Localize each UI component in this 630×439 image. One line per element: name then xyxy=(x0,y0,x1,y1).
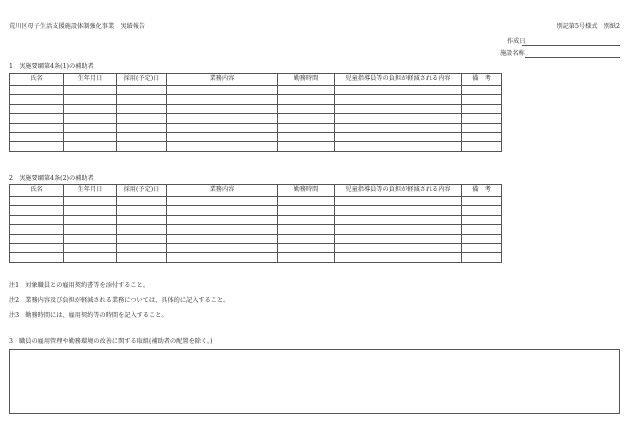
created-date-label: 作成日 xyxy=(507,37,526,45)
table-cell[interactable] xyxy=(335,253,462,262)
table-cell[interactable] xyxy=(167,197,278,206)
table-cell[interactable] xyxy=(167,104,278,113)
table-cell[interactable] xyxy=(167,215,278,224)
table-row xyxy=(10,253,502,262)
table-cell[interactable] xyxy=(64,86,117,95)
note-2: 注2 業務内容及び負担が軽減される業務については、具体的に記入すること。 xyxy=(9,297,230,304)
table-cell[interactable] xyxy=(10,142,64,151)
table-cell[interactable] xyxy=(462,253,502,262)
table-row xyxy=(10,142,502,151)
table-cell[interactable] xyxy=(462,104,502,113)
table-cell[interactable] xyxy=(278,234,335,243)
table-cell[interactable] xyxy=(117,243,167,252)
table-cell[interactable] xyxy=(335,104,462,113)
table-row xyxy=(10,197,502,206)
table-cell[interactable] xyxy=(278,132,335,141)
table-cell[interactable] xyxy=(167,95,278,104)
table-row xyxy=(10,225,502,234)
column-header-work-hours: 勤務時間 xyxy=(278,74,335,86)
table-cell[interactable] xyxy=(335,243,462,252)
table-cell[interactable] xyxy=(117,114,167,123)
note-3: 注3 勤務時間には、雇用契約等の時間を記入すること。 xyxy=(9,312,168,319)
table-cell[interactable] xyxy=(10,123,64,132)
facility-name-field xyxy=(500,49,620,58)
table-cell[interactable] xyxy=(335,215,462,224)
table-cell[interactable] xyxy=(64,123,117,132)
table-row xyxy=(10,104,502,113)
table-cell[interactable] xyxy=(462,243,502,252)
table-cell[interactable] xyxy=(64,114,117,123)
table-row xyxy=(10,243,502,252)
table-cell[interactable] xyxy=(64,234,117,243)
table-cell[interactable] xyxy=(167,234,278,243)
table-cell[interactable] xyxy=(10,104,64,113)
table-cell[interactable] xyxy=(278,95,335,104)
table-cell[interactable] xyxy=(64,132,117,141)
table-cell[interactable] xyxy=(167,206,278,215)
table-cell[interactable] xyxy=(64,206,117,215)
table-row xyxy=(10,86,502,95)
table-row xyxy=(10,132,502,141)
table-cell[interactable] xyxy=(64,243,117,252)
table-cell[interactable] xyxy=(278,86,335,95)
table-cell[interactable] xyxy=(64,215,117,224)
table-cell[interactable] xyxy=(335,206,462,215)
table-cell[interactable] xyxy=(64,142,117,151)
column-header-hire-date: 採用(予定)日 xyxy=(117,185,167,197)
column-header-duties: 業務内容 xyxy=(167,185,278,197)
form-number: 別記第5号様式 別紙2 xyxy=(556,23,620,30)
facility-name-underline xyxy=(525,57,620,58)
table-cell[interactable] xyxy=(64,225,117,234)
table-cell[interactable] xyxy=(278,123,335,132)
table-cell[interactable] xyxy=(335,234,462,243)
table-cell[interactable] xyxy=(462,234,502,243)
table-cell[interactable] xyxy=(117,234,167,243)
column-header-birthdate: 生年月日 xyxy=(64,185,117,197)
table-cell[interactable] xyxy=(335,132,462,141)
table-cell[interactable] xyxy=(117,104,167,113)
section1-table xyxy=(9,73,502,152)
table-cell[interactable] xyxy=(10,197,64,206)
table-cell[interactable] xyxy=(167,243,278,252)
table-cell[interactable] xyxy=(167,114,278,123)
table-row xyxy=(10,215,502,224)
table-cell[interactable] xyxy=(117,197,167,206)
table-cell[interactable] xyxy=(117,123,167,132)
table-cell[interactable] xyxy=(335,197,462,206)
table-cell[interactable] xyxy=(278,206,335,215)
column-header-name: 氏名 xyxy=(10,74,64,86)
table-cell[interactable] xyxy=(278,114,335,123)
table-cell[interactable] xyxy=(335,95,462,104)
table-cell[interactable] xyxy=(278,197,335,206)
facility-name-label: 施設名称 xyxy=(500,49,525,57)
table-cell[interactable] xyxy=(167,253,278,262)
column-header-name: 氏名 xyxy=(10,185,64,197)
table-cell[interactable] xyxy=(335,225,462,234)
table-cell[interactable] xyxy=(335,114,462,123)
section3-heading: 3 職員の雇用管理や勤務環境の改善に関する取組(補助者の配置を除く。) xyxy=(9,338,213,345)
column-header-remarks: 備 考 xyxy=(462,185,502,197)
table-cell[interactable] xyxy=(278,243,335,252)
table-row xyxy=(10,95,502,104)
table-cell[interactable] xyxy=(117,132,167,141)
table-cell[interactable] xyxy=(462,206,502,215)
table-cell[interactable] xyxy=(64,253,117,262)
table-cell[interactable] xyxy=(335,142,462,151)
column-header-birthdate: 生年月日 xyxy=(64,74,117,86)
table-cell[interactable] xyxy=(117,215,167,224)
table-cell[interactable] xyxy=(278,225,335,234)
created-date-field xyxy=(500,37,620,46)
table-row xyxy=(10,123,502,132)
table-cell[interactable] xyxy=(278,104,335,113)
document-title: 荒川区母子生活支援施設体制強化事業 実績報告 xyxy=(9,23,146,30)
table-cell[interactable] xyxy=(10,132,64,141)
table-cell[interactable] xyxy=(167,225,278,234)
table-cell[interactable] xyxy=(10,243,64,252)
table-cell[interactable] xyxy=(462,142,502,151)
table-cell[interactable] xyxy=(462,215,502,224)
table-row xyxy=(10,206,502,215)
column-header-remarks: 備 考 xyxy=(462,74,502,86)
section2-table xyxy=(9,184,502,263)
table-cell[interactable] xyxy=(335,123,462,132)
table-cell[interactable] xyxy=(64,197,117,206)
note-1: 注1 対象職員との雇用契約書等を添付すること。 xyxy=(9,282,150,289)
table-cell[interactable] xyxy=(64,104,117,113)
table-cell[interactable] xyxy=(117,142,167,151)
table-cell[interactable] xyxy=(10,95,64,104)
table-cell[interactable] xyxy=(117,225,167,234)
column-header-burden-reduction: 児童指導員等の負担が軽減される内容 xyxy=(335,74,462,86)
table-cell[interactable] xyxy=(278,253,335,262)
section1-heading: 1 実施要綱第4条(1)の補助者 xyxy=(9,63,94,70)
section3-text-area[interactable] xyxy=(9,349,620,414)
table-cell[interactable] xyxy=(10,114,64,123)
column-header-duties: 業務内容 xyxy=(167,74,278,86)
table-cell[interactable] xyxy=(117,86,167,95)
table-cell[interactable] xyxy=(64,95,117,104)
table-row xyxy=(10,114,502,123)
table-cell[interactable] xyxy=(10,225,64,234)
column-header-burden-reduction: 児童指導員等の負担が軽減される内容 xyxy=(335,185,462,197)
table-cell[interactable] xyxy=(10,253,64,262)
table-cell[interactable] xyxy=(278,142,335,151)
table-cell[interactable] xyxy=(462,225,502,234)
table-row xyxy=(10,234,502,243)
table-cell[interactable] xyxy=(462,95,502,104)
table-cell[interactable] xyxy=(10,86,64,95)
table-cell[interactable] xyxy=(167,86,278,95)
created-date-underline xyxy=(522,45,620,46)
table-cell[interactable] xyxy=(10,234,64,243)
table-cell[interactable] xyxy=(10,215,64,224)
table-cell[interactable] xyxy=(167,132,278,141)
table-cell[interactable] xyxy=(462,197,502,206)
table-cell[interactable] xyxy=(462,132,502,141)
section2-heading: 2 実施要綱第4条(2)の補助者 xyxy=(9,175,94,182)
column-header-work-hours: 勤務時間 xyxy=(278,185,335,197)
table-cell[interactable] xyxy=(117,253,167,262)
table-cell[interactable] xyxy=(462,114,502,123)
table-cell[interactable] xyxy=(167,123,278,132)
table-cell[interactable] xyxy=(10,206,64,215)
table-cell[interactable] xyxy=(117,95,167,104)
table-cell[interactable] xyxy=(167,142,278,151)
table-cell[interactable] xyxy=(462,86,502,95)
table-cell[interactable] xyxy=(117,206,167,215)
table-cell[interactable] xyxy=(335,86,462,95)
table-cell[interactable] xyxy=(278,215,335,224)
table-cell[interactable] xyxy=(462,123,502,132)
column-header-hire-date: 採用(予定)日 xyxy=(117,74,167,86)
